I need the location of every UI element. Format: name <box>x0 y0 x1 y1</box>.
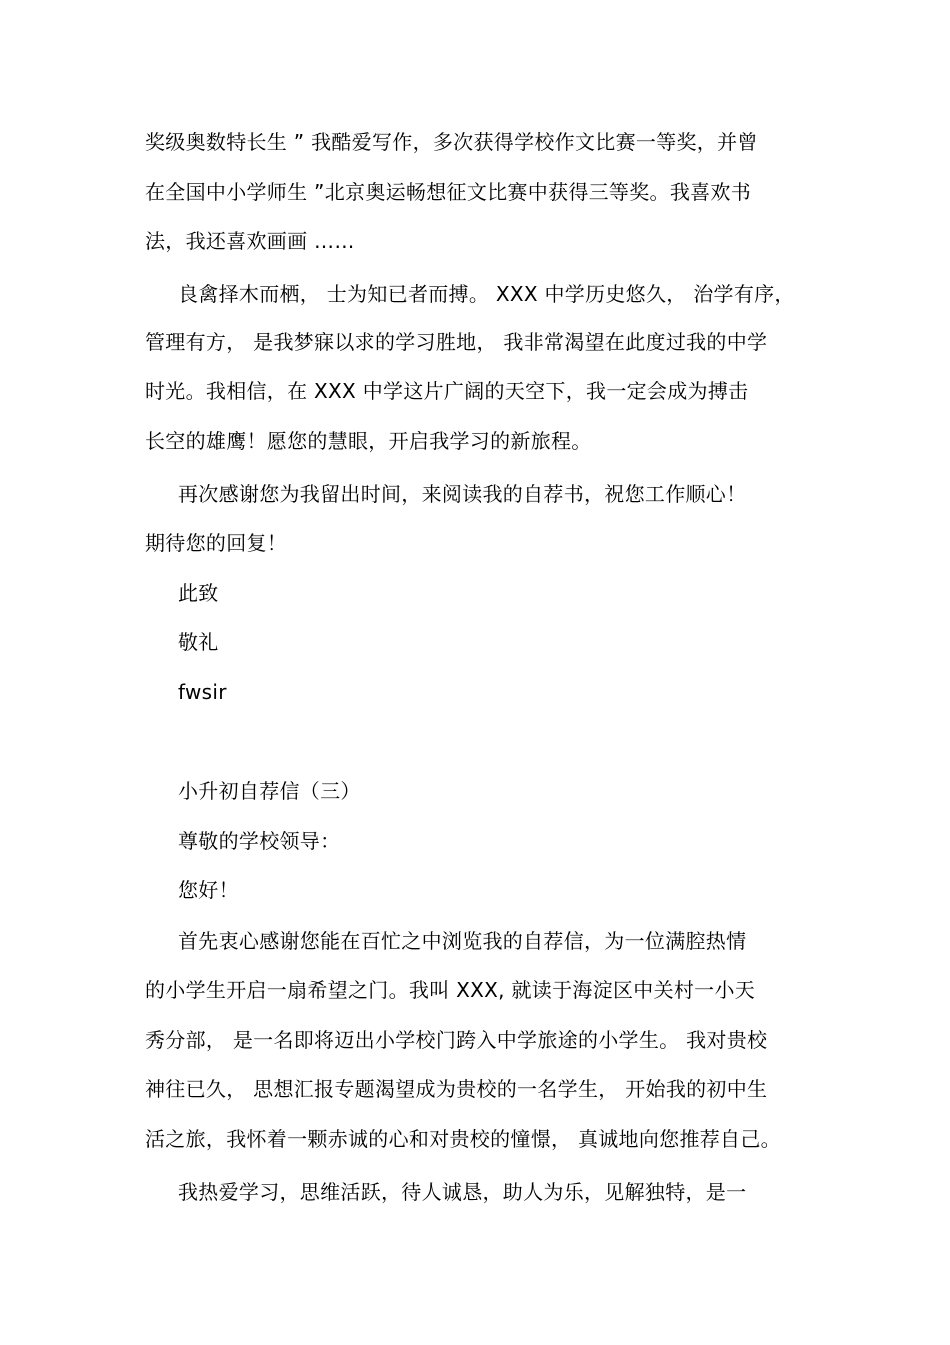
text-line: 长空的雄鹰！愿您的慧眼，开启我学习的新旅程。 <box>145 429 592 453</box>
text-line: 管理有方， 是我梦寐以求的学习胜地， 我非常渴望在此度过我的中学 <box>145 330 768 354</box>
text-line: 活之旅，我怀着一颗赤诚的心和对贵校的憧憬， 真诚地向您推荐自己。 <box>145 1127 781 1151</box>
text-line: 在全国中小学师生 ”北京奥运畅想征文比赛中获得三等奖。我喜欢书 <box>145 180 752 204</box>
text-line: 期待您的回复！ <box>145 531 288 555</box>
text-line: 时光。我相信，在 XXX 中学这片广阔的天空下，我一定会成为搏击 <box>145 379 749 403</box>
paragraph-start-line: 良禽择木而栖， 士为知已者而搏。 XXX 中学历史悠久， 治学有序， <box>178 282 795 306</box>
text-line: 的小学生开启一扇希望之门。我叫 XXX, 就读于海淀区中关村一小天 <box>145 978 756 1002</box>
salutation-line: 尊敬的学校领导： <box>178 829 341 853</box>
text-line: 秀分部， 是一名即将迈出小学校门跨入中学旅途的小学生。 我对贵校 <box>145 1028 768 1052</box>
text-line: 奖级奥数特长生 ” 我酷爱写作，多次获得学校作文比赛一等奖，并曾 <box>145 130 758 154</box>
section-title: 小升初自荐信（三） <box>178 779 361 803</box>
text-line: 神往已久， 思想汇报专题渴望成为贵校的一名学生， 开始我的初中生 <box>145 1077 768 1101</box>
signature-line: fwsir <box>178 680 227 704</box>
text-line: 法，我还喜欢画画 …… <box>145 229 355 253</box>
closing-line: 此致 <box>178 581 219 605</box>
greeting-line: 您好！ <box>178 878 239 902</box>
paragraph-start-line: 首先衷心感谢您能在百忙之中浏览我的自荐信，为一位满腔热情 <box>178 929 747 953</box>
paragraph-start-line: 我热爱学习，思维活跃，待人诚恳，助人为乐，见解独特，是一 <box>178 1180 747 1204</box>
paragraph-start-line: 再次感谢您为我留出时间，来阅读我的自荐书，祝您工作顺心！ <box>178 482 747 506</box>
closing-line: 敬礼 <box>178 630 219 654</box>
